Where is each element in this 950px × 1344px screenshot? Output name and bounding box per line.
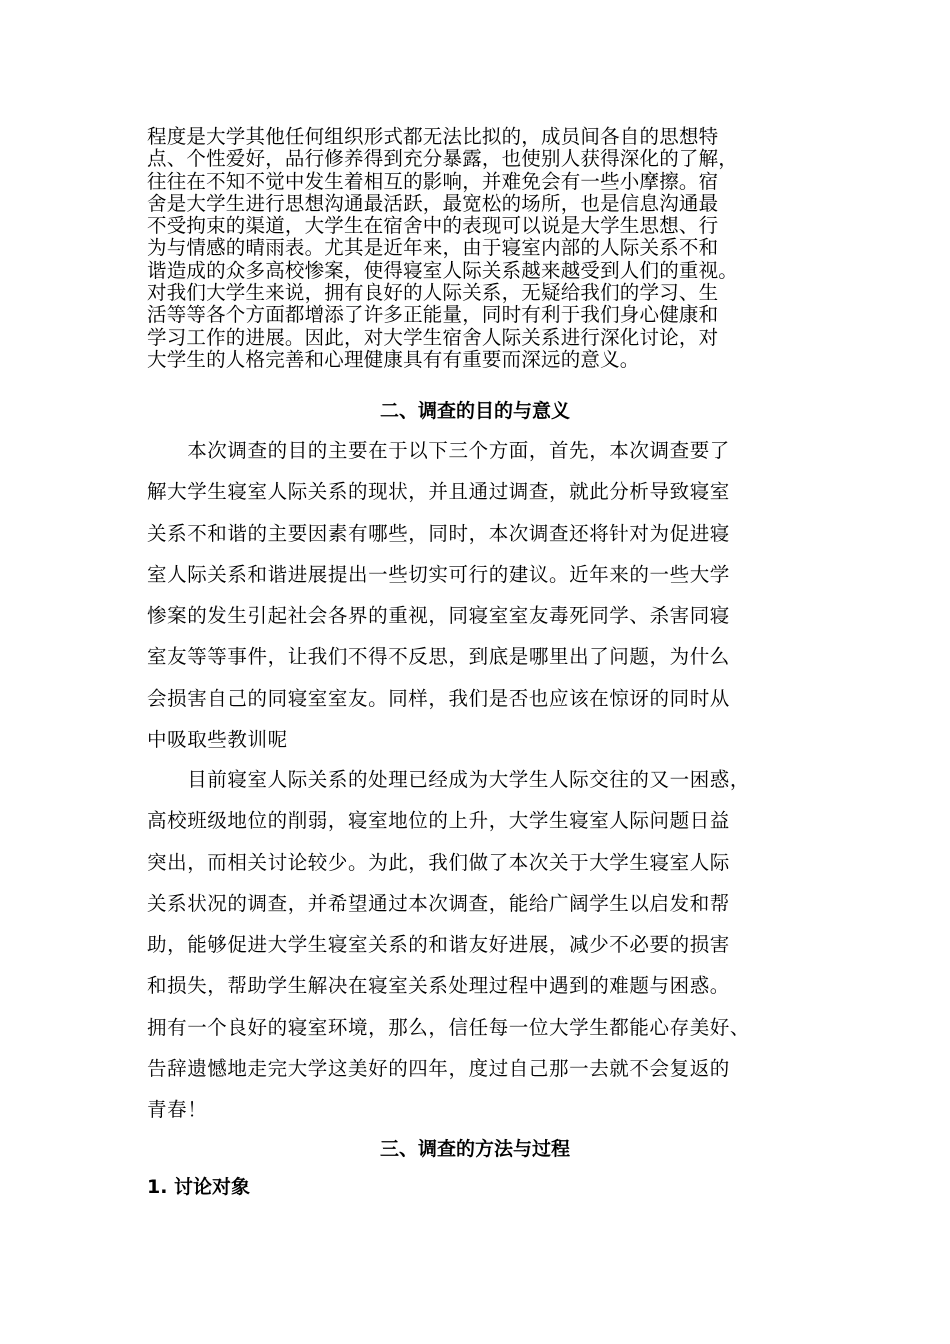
section3-subheading: 1. 讨论对象 — [147, 1176, 251, 1198]
text-line: 和损失，帮助学生解决在寝室关系处理过程中遇到的难题与困惑。 — [147, 974, 730, 998]
text-line: 关系不和谐的主要因素有哪些，同时，本次调查还将针对为促进寝 — [147, 521, 730, 545]
text-line: 高校班级地位的削弱，寝室地位的上升，大学生寝室人际问题日益 — [147, 809, 730, 833]
text-line: 舍是大学生进行思想沟通最活跃，最宽松的场所，也是信息沟通最 — [147, 191, 719, 215]
text-line: 本次调查的目的主要在于以下三个方面，首先，本次调查要了 — [147, 439, 730, 462]
section2-paragraph-1 — [147, 430, 837, 760]
text-line: 往往在不知不觉中发生着相互的影响，并难免会有一些小摩擦。宿 — [147, 169, 719, 193]
text-line: 拥有一个良好的寝室环境，那么，信任每一位大学生都能心存美好、 — [147, 1015, 751, 1039]
text-line: 为与情感的晴雨表。尤其是近年来，由于寝室内部的人际关系不和 — [147, 236, 719, 260]
text-line: 学习工作的进展。因此，对大学生宿舍人际关系进行深化讨论，对 — [147, 325, 719, 349]
section2-paragraph-2 — [147, 759, 837, 1131]
text-line: 不受拘束的渠道，大学生在宿舍中的表现可以说是大学生思想、行 — [147, 214, 719, 238]
section1-paragraph — [147, 126, 827, 371]
text-line: 会损害自己的同寝室室友。同样，我们是否也应该在惊讶的同时从 — [147, 686, 730, 710]
text-line: 关系状况的调查，并希望通过本次调查，能给广阔学生以启发和帮 — [147, 891, 730, 915]
text-line: 突出，而相关讨论较少。为此，我们做了本次关于大学生寝室人际 — [147, 850, 730, 874]
text-line: 告辞遗憾地走完大学这美好的四年，度过自己那一去就不会复返的 — [147, 1057, 730, 1081]
text-line: 目前寝室人际关系的处理已经成为大学生人际交往的又一困惑， — [147, 768, 751, 791]
text-line: 解大学生寝室人际关系的现状，并且通过调查，就此分析导致寝室 — [147, 480, 730, 504]
text-line: 对我们大学生来说，拥有良好的人际关系，无疑给我们的学习、生 — [147, 281, 719, 305]
section2-heading: 二、调查的目的与意义 — [379, 400, 570, 422]
text-line: 程度是大学其他任何组织形式都无法比拟的，成员间各自的思想特 — [147, 125, 719, 148]
text-line: 室人际关系和谐进展提出一些切实可行的建议。近年来的一些大学 — [147, 562, 730, 586]
text-line: 中吸取些教训呢 — [147, 728, 288, 752]
text-line: 惨案的发生引起社会各界的重视，同寝室室友毒死同学、杀害同寝 — [147, 604, 730, 628]
section3-heading: 三、调查的方法与过程 — [379, 1138, 570, 1160]
text-line: 谐造成的众多高校惨案，使得寝室人际关系越来越受到人们的重视。 — [147, 258, 739, 282]
text-line: 助，能够促进大学生寝室关系的和谐友好进展，减少不必要的损害 — [147, 933, 730, 957]
text-line: 活等等各个方面都增添了许多正能量，同时有利于我们身心健康和 — [147, 303, 719, 327]
text-line: 大学生的人格完善和心理健康具有有重要而深远的意义。 — [147, 347, 640, 371]
text-line: 点、个性爱好，品行修养得到充分暴露，也使别人获得深化的了解， — [147, 147, 739, 171]
text-line: 青春！ — [147, 1098, 208, 1122]
text-line: 室友等等事件，让我们不得不反思，到底是哪里出了问题，为什么 — [147, 645, 730, 669]
